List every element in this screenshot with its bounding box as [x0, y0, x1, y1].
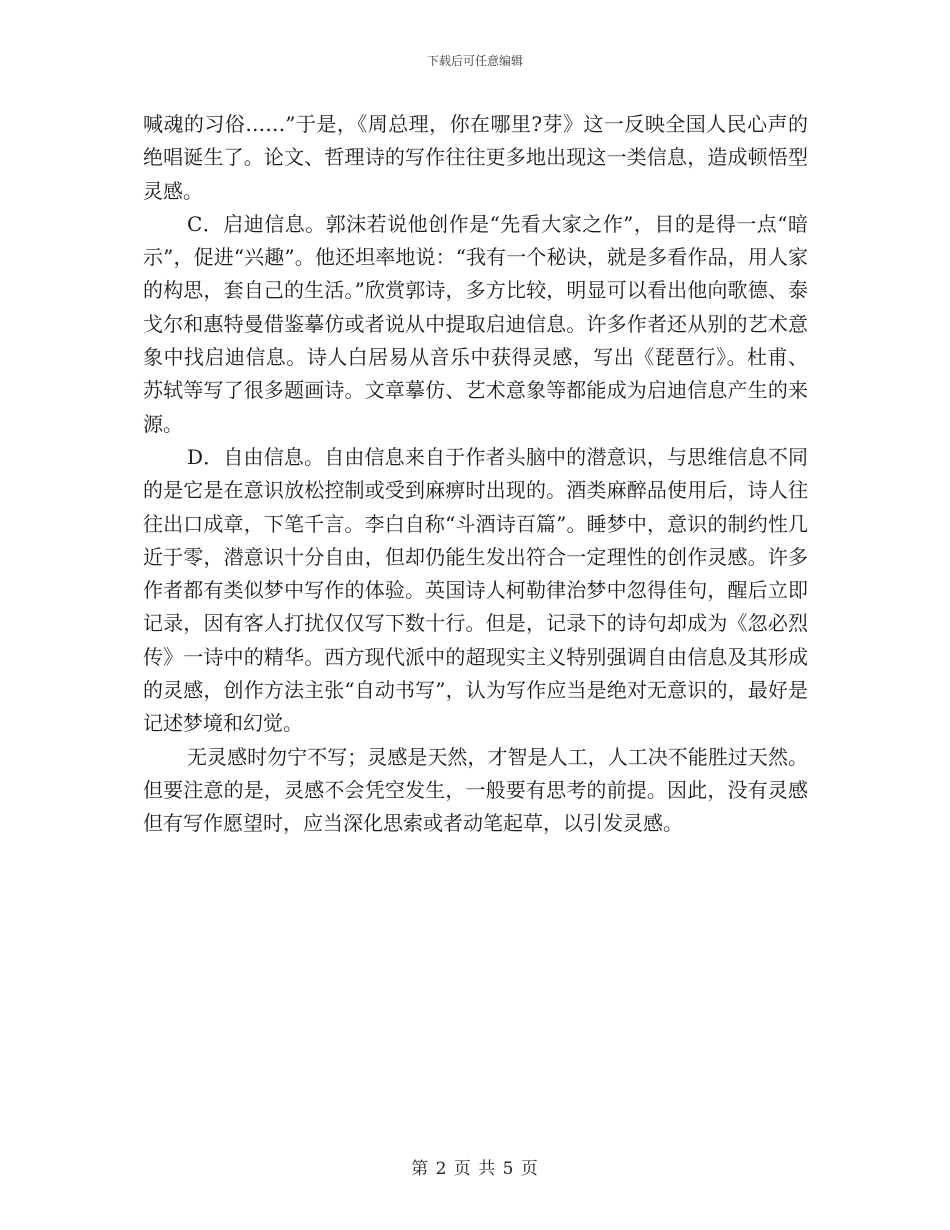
paragraph-continuation: 喊魂的习俗……”于是，《周总理，你在哪里?芽》这一反映全国人民心声的绝唱诞生了。论文、哲理诗的写作往往更多地出现这一类信息，造成顿悟型灵感。 [143, 112, 808, 203]
paragraph-section-c: C．启迪信息。郭沫若说他创作是“先看大家之作”，目的是得一点“暗示”，促进“兴趣”。他还坦率地说：“我有一个秘诀，就是多看作品，用人家的构思，套自己的生活。”欣赏郭诗，多方比较，明显可以看出他向歌德、泰戈尔和惠特曼借鉴摹仿或者说从中提取启迪信息。许多作者还从别的艺术意象中找启迪信息。诗人白居易从音乐中获得灵感，写出《琵琶行》。杜甫、苏轼等写了很多题画诗。文章摹仿、艺术意象等都能成为启迪信息产生的来源。 [143, 211, 808, 436]
document-body [143, 108, 808, 841]
paragraph-conclusion: 无灵感时勿宁不写；灵感是天然，才智是人工，人工决不能胜过天然。但要注意的是，灵感不会凭空发生，一般要有思考的前提。因此，没有灵感但有写作愿望时，应当深化思索或者动笔起草，以引发灵感。 [143, 744, 808, 836]
paragraph-section-d: D．自由信息。自由信息来自于作者头脑中的潜意识，与思维信息不同的是它是在意识放松控制或受到麻痹时出现的。酒类麻醉品使用后，诗人往往出口成章，下笔千言。李白自称“斗酒诗百篇”。睡梦中，意识的制约性几近于零，潜意识十分自由，但却仍能生发出符合一定理性的创作灵感。许多作者都有类似梦中写作的体验。英国诗人柯勒律治梦中忽得佳句，醒后立即记录，因有客人打扰仅仅写下数十行。但是，记录下的诗句却成为《忽必烈传》一诗中的精华。西方现代派中的超现实主义特别强调自由信息及其形成的灵感，创作方法主张“自动书写”，认为写作应当是绝对无意识的，最好是记述梦境和幻觉。 [143, 444, 808, 736]
page-header: 下载后可任意编辑 [426, 54, 523, 68]
page-number: 第 2 页 共 5 页 [411, 1159, 539, 1179]
